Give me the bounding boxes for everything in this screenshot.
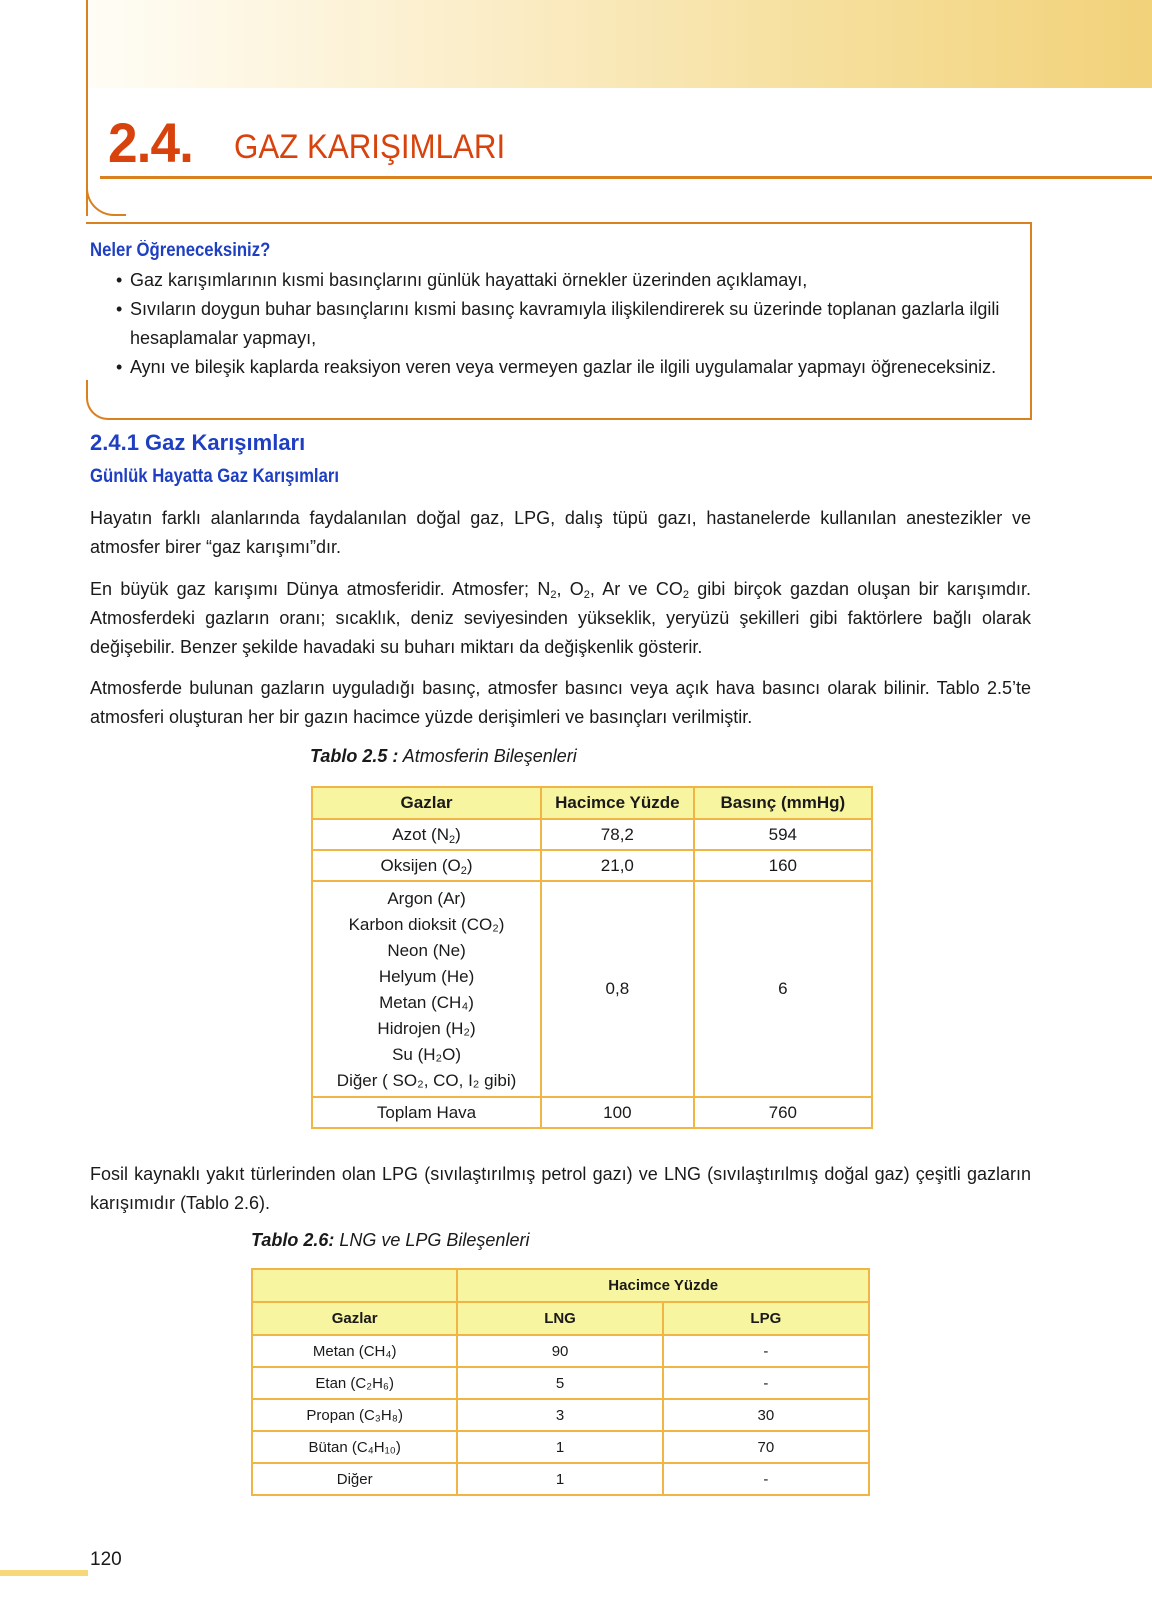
text: , Ar ve CO <box>589 579 683 599</box>
pressure-cell: 6 <box>694 881 872 1097</box>
pressure-cell: 160 <box>694 850 872 881</box>
lpg-cell: - <box>663 1335 869 1367</box>
column-header: Hacimce Yüzde <box>541 787 694 819</box>
column-header: Gazlar <box>252 1302 457 1335</box>
lng-cell: 90 <box>457 1335 662 1367</box>
lpg-cell: - <box>663 1463 869 1495</box>
chapter-frame <box>86 0 1152 216</box>
table-row <box>312 850 872 881</box>
objectives-box-corner <box>86 380 1032 420</box>
table-row <box>252 1431 869 1463</box>
percent-cell: 78,2 <box>541 819 694 850</box>
table-row <box>312 819 872 850</box>
gas-name: Metan (CH₄) <box>379 993 474 1012</box>
subscript: 2 <box>583 589 590 601</box>
table-header-row <box>252 1302 869 1335</box>
pressure-cell: 760 <box>694 1097 872 1128</box>
table-row <box>252 1463 869 1495</box>
table-total-row <box>312 1097 872 1128</box>
percent-cell: 21,0 <box>541 850 694 881</box>
objective-item: • Aynı ve bileşik kaplarda reaksiyon veren veya vermeyen gazlar ile ilgili uygulamalar yapmayı öğreneceksiniz. <box>116 353 1031 382</box>
lpg-cell: 30 <box>663 1399 869 1431</box>
gas-cell-group <box>312 881 541 1097</box>
gas-cell: Bütan (C₄H₁₀) <box>252 1431 457 1463</box>
lng-cell: 3 <box>457 1399 662 1431</box>
lng-cell: 1 <box>457 1431 662 1463</box>
chapter-number: 2.4. <box>108 111 193 174</box>
gas-name: Argon (Ar) <box>387 889 466 908</box>
table-row <box>252 1335 869 1367</box>
column-header: Gazlar <box>312 787 541 819</box>
table-group-header-row <box>252 1269 869 1302</box>
table-row <box>312 881 872 1097</box>
chapter-divider <box>100 176 1152 179</box>
gas-name: Su (H₂O) <box>392 1045 462 1064</box>
lpg-cell: - <box>663 1367 869 1399</box>
table-row <box>252 1399 869 1431</box>
gas-cell: Diğer <box>252 1463 457 1495</box>
percent-cell: 100 <box>541 1097 694 1128</box>
column-header: Basınç (mmHg) <box>694 787 872 819</box>
gas-name: Hidrojen (H₂) <box>377 1019 476 1038</box>
caption-label: Tablo 2.6: <box>251 1230 335 1250</box>
subscript: 2 <box>682 589 689 601</box>
caption-label: Tablo 2.5 : <box>310 746 399 766</box>
gas-cell: Toplam Hava <box>312 1097 541 1128</box>
caption-text: LNG ve LPG Bileşenleri <box>334 1230 530 1250</box>
objective-item: • Gaz karışımlarının kısmi basınçlarını günlük hayattaki örnekler üzerinden açıklamayı, <box>116 266 1031 295</box>
paragraph-4: Fosil kaynaklı yakıt türlerinden olan LPG (sıvılaştırılmış petrol gazı) ve LNG (sıvılaştırılmış doğal gaz) çeşitli gazların karışımıdır (Tablo 2.6). <box>90 1164 1031 1213</box>
atmosphere-table <box>311 786 873 1129</box>
gas-name: Neon (Ne) <box>387 941 466 960</box>
table-header-row <box>312 787 872 819</box>
gas-name: Karbon dioksit (CO₂) <box>348 915 505 934</box>
percent-cell: 0,8 <box>541 881 694 1097</box>
caption-text: Atmosferin Bileşenleri <box>398 746 577 766</box>
chapter-title: GAZ KARIŞIMLARI <box>234 128 506 166</box>
gas-cell: Azot $(N_2)$ <box>312 819 541 850</box>
group-header: Hacimce Yüzde <box>457 1269 869 1302</box>
gas-name: Helyum (He) <box>378 967 475 986</box>
paragraph-2 <box>90 575 1031 662</box>
paragraph-1: Hayatın farklı alanlarında faydalanılan doğal gaz, LPG, dalış tüpü gazı, hastanelerde kullanılan anestezikler ve atmosfer birer “gaz karışımı”dır. <box>90 508 1031 557</box>
text: , O <box>556 579 584 599</box>
subscript: 2 <box>550 589 557 601</box>
text: gibi birçok gazdan oluşan bir karışımdır. Atmosferdeki gazların oranı; sıcaklık, deniz seviyesinden yükseklik, yeryüzü şekilleri gibi faktörlere bağlı olarak değişebilir. Benzer şekilde havadaki su buharı miktarı da değişkenlik gösterir. <box>90 579 1031 657</box>
table-row <box>252 1367 869 1399</box>
table-caption <box>310 746 577 767</box>
paragraph-3: Atmosferde bulunan gazların uyguladığı basınç, atmosfer basıncı veya açık hava basıncı olarak bilinir. Tablo 2.5’te atmosferi oluşturan her bir gazın hacimce yüzde derişimleri ve basınçları verilmiştir. <box>90 678 1031 727</box>
column-header: LPG <box>663 1302 869 1335</box>
lng-cell: 1 <box>457 1463 662 1495</box>
pressure-cell: 594 <box>694 819 872 850</box>
section-subheading: Günlük Hayatta Gaz Karışımları <box>90 466 340 487</box>
page-number: 120 <box>90 1549 122 1570</box>
text: En büyük gaz karışımı Dünya atmosferidir. Atmosfer; N <box>90 579 551 599</box>
gas-cell: Metan (CH₄) <box>252 1335 457 1367</box>
lng-lpg-table <box>251 1268 870 1496</box>
lng-cell: 5 <box>457 1367 662 1399</box>
gas-cell: Propan (C₃H₈) <box>252 1399 457 1431</box>
gas-cell: Oksijen $(O_2)$ <box>312 850 541 881</box>
lpg-cell: 70 <box>663 1431 869 1463</box>
gas-name: Diğer ( SO₂, CO, I₂ gibi) <box>336 1071 517 1090</box>
table-caption <box>251 1230 529 1251</box>
objective-item: • Sıvıların doygun buhar basınçlarını kısmi basınç kavramıyla ilişkilendirerek su üzerinde toplanan gazlarla ilgili hesaplamalar yapmayı, <box>116 295 1031 353</box>
footer-bar <box>0 1570 88 1576</box>
objectives-title: Neler Öğreneceksiniz? <box>90 240 271 261</box>
gas-cell: Etan (C₂H₆) <box>252 1367 457 1399</box>
section-heading: 2.4.1 Gaz Karışımları <box>90 430 306 455</box>
empty-header <box>252 1269 457 1302</box>
objectives-list <box>116 266 1031 382</box>
column-header: LNG <box>457 1302 662 1335</box>
